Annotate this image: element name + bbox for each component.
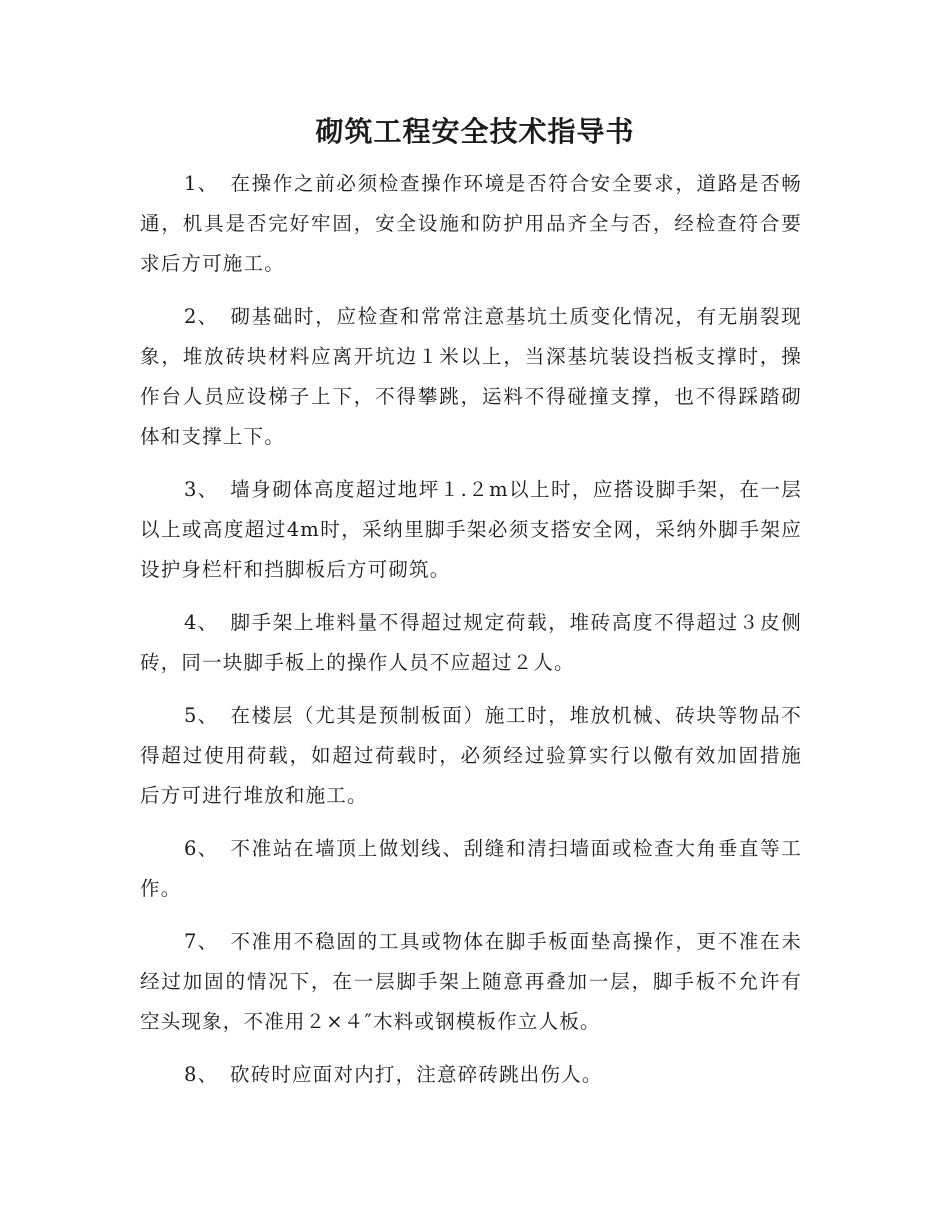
item-text: 墙身砌体高度超过地坪１.２m以上时，应搭设脚手架，在一层以上或高度超过4m时，采纳里脚手架必须支搭安全网，采纳外脚手架应设护身栏杆和挡脚板后方可砌筑。 xyxy=(140,478,802,581)
list-item xyxy=(140,470,802,590)
list-item xyxy=(140,1055,802,1095)
list-item xyxy=(140,829,802,909)
item-number: 3、 xyxy=(184,478,219,501)
item-text: 脚手架上堆料量不得超过规定荷载，堆砖高度不得超过３皮侧砖，同一块脚手板上的操作人员不应超过２人。 xyxy=(140,611,802,674)
item-number: 4、 xyxy=(184,611,219,634)
item-text: 砌基础时，应检查和常常注意基坑土质变化情况，有无崩裂现象，堆放砖块材料应离开坑边１米以上，当深基坑装设挡板支撑时，操作台人员应设梯子上下，不得攀跳，运料不得碰撞支撑，也不得踩踏砌体和支撑上下。 xyxy=(140,305,802,448)
item-number: 6、 xyxy=(184,837,219,860)
item-number: 1、 xyxy=(184,172,219,195)
list-item xyxy=(140,696,802,816)
item-text: 在操作之前必须检查操作环境是否符合安全要求，道路是否畅通，机具是否完好牢固，安全设施和防护用品齐全与否，经检查符合要求后方可施工。 xyxy=(140,172,802,275)
item-number: 8、 xyxy=(184,1063,219,1086)
document-title: 砌筑工程安全技术指导书 xyxy=(315,115,635,148)
item-number: 5、 xyxy=(184,704,219,727)
item-text: 在楼层（尤其是预制板面）施工时，堆放机械、砖块等物品不得超过使用荷载，如超过荷载时，必须经过验算实行以儆有效加固措施后方可进行堆放和施工。 xyxy=(140,704,802,807)
item-number: 7、 xyxy=(184,930,219,953)
list-item xyxy=(140,922,802,1042)
item-text: 不准站在墙顶上做划线、刮缝和清扫墙面或检查大角垂直等工作。 xyxy=(140,837,802,900)
item-text: 砍砖时应面对内打，注意碎砖跳出伤人。 xyxy=(230,1063,603,1086)
item-text: 不准用不稳固的工具或物体在脚手板面垫高操作，更不准在未经过加固的情况下，在一层脚手架上随意再叠加一层，脚手板不允许有空头现象，不准用２×４″木料或钢模板作立人板。 xyxy=(140,930,802,1033)
list-item xyxy=(140,297,802,457)
item-number: 2、 xyxy=(184,305,219,328)
list-item xyxy=(140,603,802,683)
list-item xyxy=(140,164,802,284)
safety-items-list xyxy=(140,164,802,1108)
